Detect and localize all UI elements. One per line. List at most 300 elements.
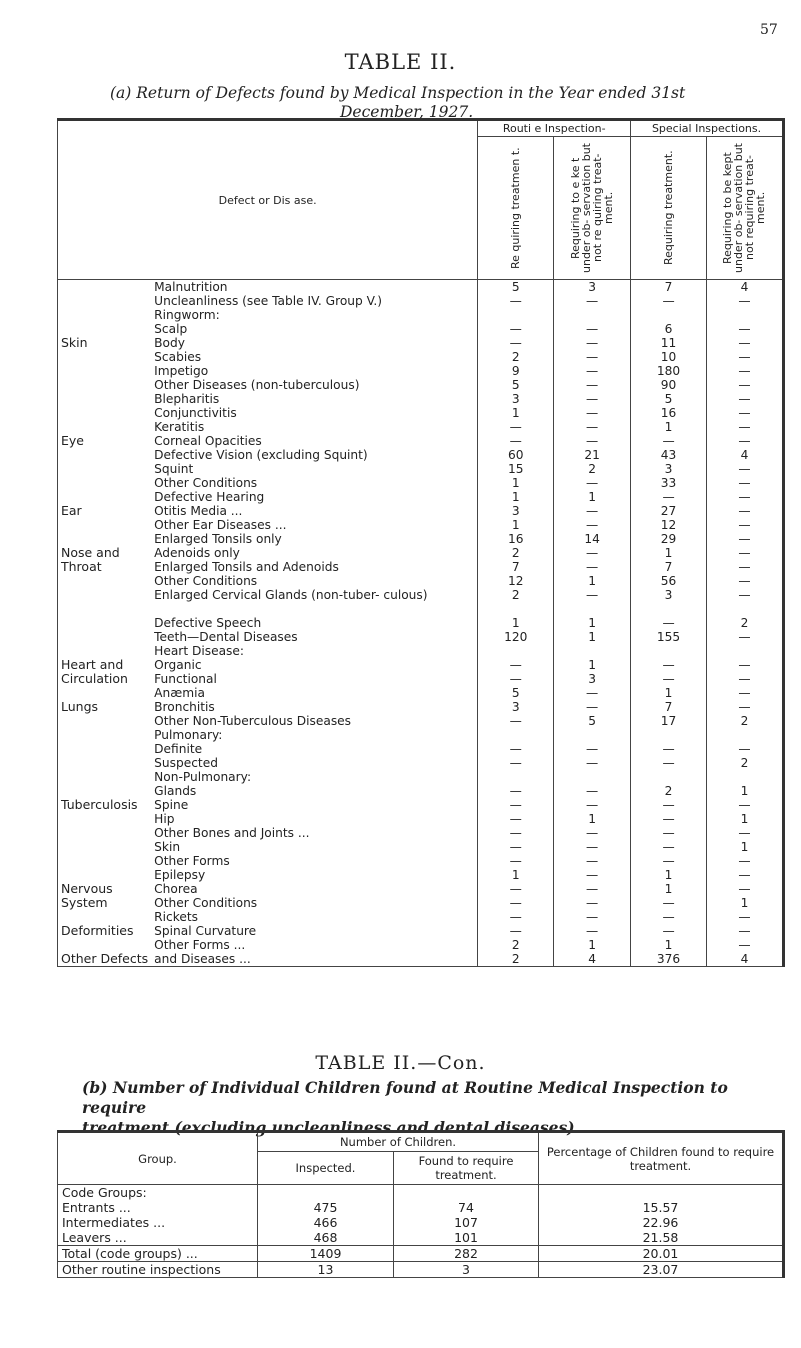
table-row	[58, 686, 784, 700]
value-cell: —	[478, 658, 554, 672]
defect-group: Eye	[61, 433, 84, 448]
found-cell	[394, 1185, 539, 1201]
value-cell: 14	[554, 532, 631, 546]
defect-name: Definite	[154, 742, 203, 756]
defect-group	[58, 280, 152, 295]
defect-group	[58, 588, 152, 616]
table-row	[58, 504, 784, 518]
value-cell: 60	[478, 448, 554, 462]
inspected-header: Inspected.	[258, 1152, 394, 1185]
inspected-cell: 13	[258, 1262, 394, 1278]
value-cell: 1	[631, 686, 707, 700]
value-cell: —	[706, 588, 783, 616]
found-cell: 107	[394, 1215, 539, 1230]
value-cell: 16	[631, 406, 707, 420]
value-cell: —	[478, 756, 554, 770]
table-row	[58, 630, 784, 644]
value-cell: 1	[706, 784, 783, 798]
value-cell: —	[478, 784, 554, 798]
value-cell: —	[478, 910, 554, 924]
value-cell: 2	[706, 616, 783, 630]
defect-name: Defective Vision (excluding Squint)	[154, 448, 368, 462]
table-row	[58, 1200, 784, 1215]
defect-group	[58, 406, 152, 420]
value-cell: —	[631, 490, 707, 504]
defect-name: Adenoids only	[154, 546, 240, 560]
value-cell: —	[706, 854, 783, 868]
value-cell: 120	[478, 630, 554, 644]
value-cell: —	[554, 294, 631, 308]
table2-title: TABLE II.—Con.	[315, 1052, 486, 1074]
table-row	[58, 658, 784, 672]
defect-name: Glands	[154, 784, 197, 798]
defect-group: Circulation	[61, 671, 128, 686]
defect-name: Heart Disease:	[154, 644, 245, 658]
defect-group	[58, 644, 152, 658]
defect-name: Other Forms ...	[154, 938, 246, 952]
table-row	[58, 868, 784, 882]
value-cell: —	[706, 658, 783, 672]
value-cell: 3	[631, 588, 707, 616]
defect-name: Scabies	[154, 350, 202, 364]
table-row	[58, 616, 784, 630]
value-cell: —	[706, 490, 783, 504]
defect-name: Spine	[154, 798, 189, 812]
value-cell: 4	[554, 952, 631, 967]
table-row	[58, 798, 784, 812]
value-cell: 43	[631, 448, 707, 462]
defect-name: Blepharitis	[154, 392, 220, 406]
table-row	[58, 448, 784, 462]
table-row	[58, 644, 784, 658]
defect-group: Other Defects	[61, 951, 149, 966]
defect-group	[58, 574, 152, 588]
number-header: Number of Children.	[258, 1132, 539, 1152]
value-cell: —	[706, 336, 783, 350]
value-cell: —	[554, 924, 631, 938]
value-cell: 16	[478, 532, 554, 546]
table-row	[58, 476, 784, 490]
col-header: Requiring treatment.	[631, 137, 707, 280]
value-cell: —	[478, 798, 554, 812]
table-row	[58, 518, 784, 532]
found-cell: 101	[394, 1230, 539, 1246]
routine-header: Routi e Inspection-	[478, 120, 631, 137]
group-label: Other routine inspections	[58, 1262, 258, 1278]
table1-caption-line1: (a) Return of Defects found by Medical Inspection in the Year ended 31st	[110, 84, 686, 102]
defect-group	[58, 308, 152, 322]
table-row	[58, 294, 784, 308]
value-cell	[478, 308, 554, 322]
value-cell: 155	[631, 630, 707, 644]
value-cell: —	[554, 420, 631, 434]
percentage-header: Percentage of Children found to require treatment.	[539, 1132, 784, 1185]
value-cell: 3	[478, 700, 554, 714]
value-cell: —	[706, 364, 783, 378]
value-cell: —	[706, 672, 783, 686]
value-cell: 1	[706, 896, 783, 910]
defect-group: Ear	[61, 503, 82, 518]
defect-name: Bronchitis	[154, 700, 215, 714]
value-cell: —	[478, 420, 554, 434]
value-cell: —	[706, 406, 783, 420]
value-cell: —	[554, 910, 631, 924]
value-cell: —	[554, 756, 631, 770]
found-cell: 74	[394, 1200, 539, 1215]
value-cell: 90	[631, 378, 707, 392]
value-cell: —	[631, 896, 707, 910]
value-cell: 1	[554, 616, 631, 630]
value-cell: —	[554, 560, 631, 574]
value-cell: 21	[554, 448, 631, 462]
col-header: Re quiring treatmen t.	[478, 137, 554, 280]
defect-name: Defective Hearing	[154, 490, 265, 504]
value-cell: 6	[631, 322, 707, 336]
defect-group	[58, 490, 152, 504]
value-cell: —	[706, 434, 783, 448]
value-cell	[554, 770, 631, 784]
defect-name: Chorea	[154, 882, 198, 896]
value-cell: 2	[478, 938, 554, 952]
value-cell: —	[478, 322, 554, 336]
value-cell: —	[706, 924, 783, 938]
value-cell: —	[554, 588, 631, 616]
value-cell: —	[631, 812, 707, 826]
value-cell: 3	[554, 280, 631, 295]
group-header: Group.	[58, 1132, 258, 1185]
defect-name: Impetigo	[154, 364, 209, 378]
defect-name: Epilepsy	[154, 868, 206, 882]
value-cell: 1	[478, 406, 554, 420]
table-row	[58, 434, 784, 448]
table-row	[58, 840, 784, 854]
value-cell: —	[706, 798, 783, 812]
value-cell: —	[478, 294, 554, 308]
value-cell: 4	[706, 952, 783, 967]
value-cell: —	[554, 826, 631, 840]
value-cell: —	[631, 434, 707, 448]
value-cell: —	[706, 532, 783, 546]
defect-name: Defective Speech	[154, 616, 262, 630]
table2-caption	[82, 1078, 762, 1138]
defect-name: Corneal Opacities	[154, 434, 262, 448]
value-cell: —	[706, 420, 783, 434]
value-cell: 2	[478, 952, 554, 967]
value-cell: —	[478, 812, 554, 826]
value-cell: —	[631, 798, 707, 812]
defect-name: Skin	[154, 840, 181, 854]
defect-name: Ringworm:	[154, 308, 220, 322]
value-cell: —	[554, 322, 631, 336]
defect-name: Enlarged Tonsils only	[154, 532, 282, 546]
value-cell: —	[478, 336, 554, 350]
value-cell: —	[478, 826, 554, 840]
defect-group: Heart and	[61, 657, 124, 672]
value-cell: —	[706, 504, 783, 518]
table-row	[58, 336, 784, 350]
value-cell: —	[706, 574, 783, 588]
defect-group	[58, 322, 152, 336]
table-row	[58, 756, 784, 770]
value-cell: 4	[706, 448, 783, 462]
defect-group	[58, 462, 152, 476]
defect-name: Other Bones and Joints ...	[154, 826, 310, 840]
table-row	[58, 770, 784, 784]
table-row	[58, 938, 784, 952]
value-cell: 2	[706, 756, 783, 770]
value-cell: —	[554, 784, 631, 798]
table-row	[58, 560, 784, 574]
defect-group	[58, 420, 152, 434]
table-row	[58, 896, 784, 910]
table1-caption-line2: December, 1927.	[340, 103, 474, 121]
value-cell: —	[706, 938, 783, 952]
percentage-cell: 15.57	[539, 1200, 784, 1215]
defect-group: Throat	[61, 559, 102, 574]
defect-name: and Diseases ...	[154, 952, 251, 966]
value-cell: 56	[631, 574, 707, 588]
value-cell: —	[706, 700, 783, 714]
defect-name: Rickets	[154, 910, 198, 924]
value-cell: —	[554, 378, 631, 392]
table-row	[58, 882, 784, 896]
value-cell: —	[478, 714, 554, 728]
value-cell: 1	[631, 546, 707, 560]
defect-name: Uncleanliness (see Table IV. Group V.)	[154, 294, 383, 308]
table-row	[58, 854, 784, 868]
value-cell: —	[631, 756, 707, 770]
value-cell: —	[554, 896, 631, 910]
value-cell: —	[631, 294, 707, 308]
value-cell: —	[706, 826, 783, 840]
table-row	[58, 420, 784, 434]
value-cell: —	[554, 364, 631, 378]
group-label: Total (code groups) ...	[58, 1246, 258, 1262]
defect-name: Body	[154, 336, 185, 350]
value-cell: 1	[478, 476, 554, 490]
inspected-cell: 1409	[258, 1246, 394, 1262]
page-number: 57	[760, 22, 778, 38]
value-cell: —	[478, 742, 554, 756]
value-cell: 2	[478, 588, 554, 616]
value-cell: 1	[554, 812, 631, 826]
value-cell: 2	[706, 714, 783, 728]
value-cell: —	[631, 910, 707, 924]
value-cell: —	[706, 476, 783, 490]
table-row	[58, 910, 784, 924]
defect-group	[58, 714, 152, 728]
table-row	[58, 812, 784, 826]
value-cell: 15	[478, 462, 554, 476]
group-label: Intermediates ...	[58, 1215, 258, 1230]
defect-name: Other Diseases (non-tuberculous)	[154, 378, 360, 392]
defect-name: Enlarged Tonsils and Adenoids	[154, 560, 339, 574]
value-cell: 1	[631, 420, 707, 434]
defect-name: Anæmia	[154, 686, 205, 700]
value-cell: —	[478, 896, 554, 910]
value-cell	[706, 770, 783, 784]
table-row	[58, 1215, 784, 1230]
value-cell	[554, 308, 631, 322]
value-cell: —	[554, 392, 631, 406]
value-cell: 12	[478, 574, 554, 588]
found-header: Found to require treatment.	[394, 1152, 539, 1185]
value-cell: 2	[554, 462, 631, 476]
value-cell: —	[478, 672, 554, 686]
defect-group: Nose and	[61, 545, 120, 560]
value-cell: 5	[478, 686, 554, 700]
value-cell: 1	[706, 812, 783, 826]
value-cell	[706, 644, 783, 658]
value-cell: 7	[478, 560, 554, 574]
value-cell: —	[554, 686, 631, 700]
value-cell: 2	[478, 350, 554, 364]
defect-name: Otitis Media ...	[154, 504, 243, 518]
value-cell: —	[706, 518, 783, 532]
table-row	[58, 1262, 784, 1278]
value-cell: —	[478, 924, 554, 938]
inspected-cell: 466	[258, 1215, 394, 1230]
table-row	[58, 462, 784, 476]
defect-name: Other Conditions	[154, 476, 258, 490]
table-row	[58, 378, 784, 392]
defect-name: Other Ear Diseases ...	[154, 518, 287, 532]
table-row	[58, 714, 784, 728]
value-cell: 1	[478, 868, 554, 882]
defect-group	[58, 868, 152, 882]
defect-group	[58, 616, 152, 630]
defects-table	[57, 118, 785, 967]
defect-group	[58, 350, 152, 364]
value-cell: 1	[554, 938, 631, 952]
table-row	[58, 406, 784, 420]
value-cell	[706, 308, 783, 322]
defect-group	[58, 378, 152, 392]
value-cell: —	[554, 882, 631, 896]
defect-group	[58, 938, 152, 952]
defect-name: Conjunctivitis	[154, 406, 237, 420]
table-row	[58, 490, 784, 504]
table-row	[58, 280, 784, 295]
value-cell: —	[554, 336, 631, 350]
defect-group	[58, 840, 152, 854]
found-cell: 282	[394, 1246, 539, 1262]
value-cell: 1	[631, 882, 707, 896]
value-cell: 11	[631, 336, 707, 350]
table2-caption-line2: treatment (excluding uncleanliness and dental diseases).	[82, 1118, 580, 1137]
table1-caption	[110, 84, 730, 122]
value-cell: 7	[631, 560, 707, 574]
value-cell: 5	[631, 392, 707, 406]
table-row	[58, 826, 784, 840]
defect-group: Tuberculosis	[61, 797, 138, 812]
defect-name: Malnutrition	[154, 280, 228, 294]
defect-name: Hip	[154, 812, 175, 826]
value-cell: —	[706, 378, 783, 392]
value-cell: —	[554, 742, 631, 756]
defect-group	[58, 294, 152, 308]
value-cell	[554, 644, 631, 658]
value-cell: 7	[631, 700, 707, 714]
value-cell: 1	[554, 574, 631, 588]
value-cell: 3	[554, 672, 631, 686]
value-cell: —	[631, 826, 707, 840]
value-cell: —	[478, 434, 554, 448]
table-row	[58, 700, 784, 714]
table-row	[58, 728, 784, 742]
defect-group	[58, 812, 152, 826]
defect-name: Other Conditions	[154, 896, 258, 910]
defect-name: Suspected	[154, 756, 218, 770]
defect-name: Scalp	[154, 322, 188, 336]
table-row	[58, 784, 784, 798]
value-cell	[631, 644, 707, 658]
defect-name: Non-Pulmonary:	[154, 770, 252, 784]
value-cell: —	[706, 630, 783, 644]
value-cell	[631, 308, 707, 322]
table-row	[58, 350, 784, 364]
defect-name: Other Conditions	[154, 574, 258, 588]
percentage-cell: 23.07	[539, 1262, 784, 1278]
value-cell: 1	[706, 840, 783, 854]
table-row	[58, 322, 784, 336]
table-row	[58, 588, 784, 616]
defect-group	[58, 364, 152, 378]
value-cell: 5	[554, 714, 631, 728]
value-cell: —	[554, 434, 631, 448]
value-cell: 29	[631, 532, 707, 546]
value-cell: —	[554, 476, 631, 490]
value-cell	[478, 644, 554, 658]
defect-group	[58, 770, 152, 784]
defect-name: Keratitis	[154, 420, 205, 434]
value-cell: —	[554, 546, 631, 560]
found-cell: 3	[394, 1262, 539, 1278]
table-row	[58, 308, 784, 322]
defect-name: Organic	[154, 658, 202, 672]
value-cell: 17	[631, 714, 707, 728]
value-cell: 3	[478, 504, 554, 518]
value-cell: —	[706, 546, 783, 560]
value-cell: —	[554, 868, 631, 882]
value-cell: —	[554, 854, 631, 868]
value-cell: —	[554, 406, 631, 420]
inspected-cell	[258, 1185, 394, 1201]
defect-header: Defect or Dis ase.	[58, 120, 478, 280]
value-cell: —	[706, 560, 783, 574]
defect-group	[58, 686, 152, 700]
value-cell: —	[706, 322, 783, 336]
value-cell: 2	[631, 784, 707, 798]
defect-group	[58, 742, 152, 756]
value-cell: —	[554, 518, 631, 532]
defect-group	[58, 826, 152, 840]
value-cell: 4	[706, 280, 783, 295]
defect-name: Other Non-Tuberculous Diseases	[154, 714, 352, 728]
inspected-cell: 468	[258, 1230, 394, 1246]
defect-group: System	[61, 895, 108, 910]
table1-title: TABLE II.	[344, 50, 457, 74]
percentage-cell	[539, 1185, 784, 1201]
value-cell: —	[478, 882, 554, 896]
table-row	[58, 742, 784, 756]
value-cell: 27	[631, 504, 707, 518]
defect-group: Nervous	[61, 881, 113, 896]
defect-group	[58, 728, 152, 742]
children-table	[57, 1130, 785, 1278]
value-cell: —	[631, 840, 707, 854]
table-row	[58, 924, 784, 938]
